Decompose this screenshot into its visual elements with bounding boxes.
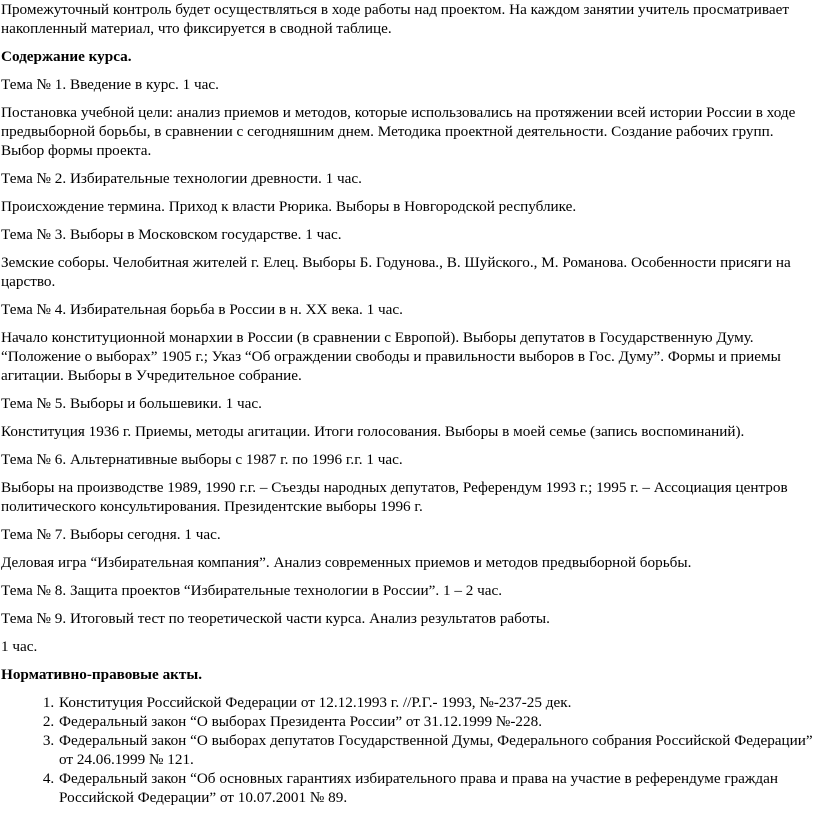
topic-4-title: Тема № 4. Избирательная борьба в России в н. XX века. 1 час. <box>1 301 403 318</box>
topic-3-title: Тема № 3. Выборы в Московском государстве. 1 час. <box>1 226 342 243</box>
topic-7-description: Деловая игра “Избирательная компания”. Анализ современных приемов и методов предвыборной борьбы. <box>1 554 692 571</box>
topic-7-title: Тема № 7. Выборы сегодня. 1 час. <box>1 526 221 543</box>
acts-heading: Нормативно-правовые акты. <box>1 666 203 683</box>
acts-list <box>1 693 814 807</box>
topic-5-title: Тема № 5. Выборы и большевики. 1 час. <box>1 395 262 412</box>
content-heading: Содержание курса. <box>1 48 132 65</box>
topic-2-title: Тема № 2. Избирательные технологии древности. 1 час. <box>1 170 362 187</box>
topic-9-title: Тема № 9. Итоговый тест по теоретической части курса. Анализ результатов работы. <box>1 610 550 627</box>
list-item: 2. Федеральный закон “О выборах Президента России” от 31.12.1999 №-228. <box>58 712 814 731</box>
list-item: 4. Федеральный закон “Об основных гарантиях избирательного права и права на участие в референдуме граждан Российской Федерации” от 10.07.2001 № 89. <box>58 769 814 807</box>
topic-9-hours: 1 час. <box>1 638 38 655</box>
topic-8-title: Тема № 8. Защита проектов “Избирательные технологии в России”. 1 – 2 час. <box>1 582 503 599</box>
topic-3-description: Земские соборы. Челобитная жителей г. Елец. Выборы Б. Годунова., В. Шуйского., М. Романова. Особенности присяги на царство. <box>1 254 791 290</box>
topic-6-title: Тема № 6. Альтернативные выборы с 1987 г. по 1996 г.г. 1 час. <box>1 451 403 468</box>
list-item: 1. Конституция Российской Федерации от 12.12.1993 г. //Р.Г.- 1993, №-237-25 дек. <box>58 693 814 712</box>
topic-1-title: Тема № 1. Введение в курс. 1 час. <box>1 76 219 93</box>
intro-paragraph: Промежуточный контроль будет осуществляться в ходе работы над проектом. На каждом занятии учитель просматривает накопленный материал, что фиксируется в сводной таблице. <box>1 1 789 37</box>
topic-1-description: Постановка учебной цели: анализ приемов и методов, которые использовались на протяжении всей истории России в ходе предвыборной борьбы, в сравнении с сегодняшним днем. Методика проектной деятельности. Создание рабочих групп. Выбор формы проекта. <box>1 104 796 159</box>
topic-5-description: Конституция 1936 г. Приемы, методы агитации. Итоги голосования. Выборы в моей семье (запись воспоминаний). <box>1 423 745 440</box>
topic-6-description: Выборы на производстве 1989, 1990 г.г. – Съезды народных депутатов, Референдум 1993 г.; 1995 г. – Ассоциация центров политического консультирования. Президентские выборы 1996 г. <box>1 479 788 515</box>
list-item: 3. Федеральный закон “О выборах депутатов Государственной Думы, Федерального собрания Российской Федерации” от 24.06.1999 № 121. <box>58 731 814 769</box>
topic-4-description: Начало конституционной монархии в России (в сравнении с Европой). Выборы депутатов в Государственную Думу. “Положение о выборах” 1905 г.; Указ “Об ограждении свободы и правильности выборов в Гос. Думу”. Формы и приемы агитации. Выборы в Учредительное собрание. <box>1 329 781 384</box>
topic-2-description: Происхождение термина. Приход к власти Рюрика. Выборы в Новгородской республике. <box>1 198 577 215</box>
